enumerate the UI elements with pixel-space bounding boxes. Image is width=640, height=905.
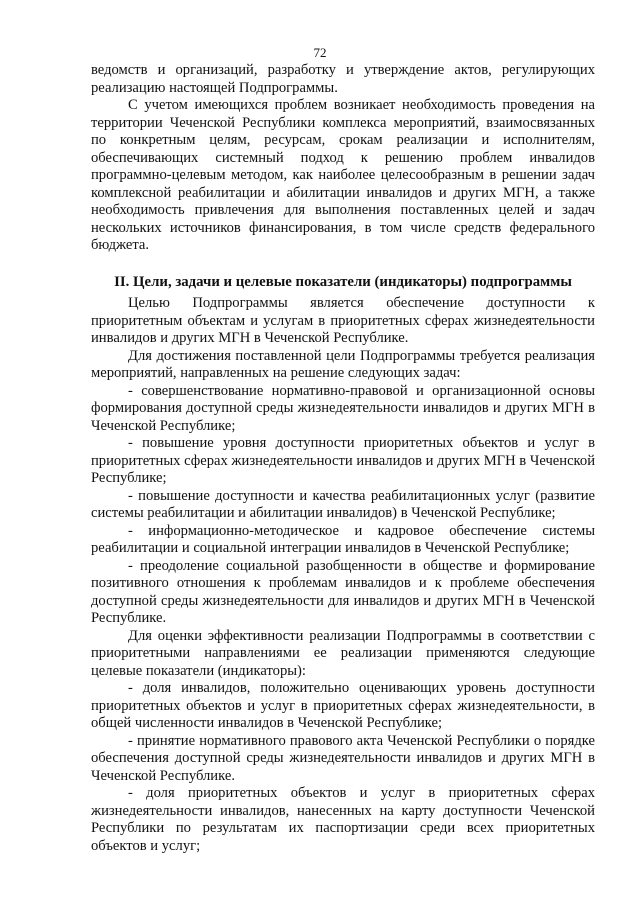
list-item-indicator: - принятие нормативного правового акта Чеченской Республики о порядке обеспечения доступной среды жизнедеятельности инвалидов и других МГН в Чеченской Республике. (91, 732, 595, 784)
list-item-indicator: - доля приоритетных объектов и услуг в приоритетных сферах жизнедеятельности инвалидов, нанесенных на карту доступности Чеченской Республики по результатам их паспортизации среди всех приоритетных объектов и услуг; (91, 785, 595, 854)
list-item-task: - совершенствование нормативно-правовой и организационной основы формирования доступной среды жизнедеятельности инвалидов и других МГН в Чеченской Республике; (91, 382, 595, 434)
list-item-indicator: - доля инвалидов, положительно оценивающих уровень доступности приоритетных объектов и услуг в приоритетных сферах жизнедеятельности, в общей численности инвалидов в Чеченской Республике; (91, 680, 595, 731)
section-heading: II. Цели, задачи и целевые показатели (индикаторы) подпрограммы (114, 273, 572, 290)
paragraph-indicators-intro: Для оценки эффективности реализации Подпрограммы в соответствии с приоритетными направлениями ее реализации применяются следующие целевые показатели (индикаторы): (91, 627, 595, 679)
list-item-task: - повышение уровня доступности приоритетных объектов и услуг в приоритетных сферах жизнедеятельности инвалидов и других МГН в Чеченской Республике; (91, 435, 595, 486)
list-item-task: - повышение доступности и качества реабилитационных услуг (развитие системы реабилитации и абилитации инвалидов) в Чеченской Республике; (91, 487, 595, 521)
page-number: 72 (313, 45, 327, 60)
paragraph: С учетом имеющихся проблем возникает необходимость проведения на территории Чеченской Республики комплекса мероприятий, взаимосвязанных по конкретным целям, ресурсам, срокам реализации и исполнителям, обеспечивающих системный подход к решению проблем инвалидов программно-целевым методом, как наиболее целесообразным в решении задач комплексной реабилитации и абилитации инвалидов и других МГН, а также необходимость привлечения для выполнения поставленных целей и задач нескольких источников финансирования, в том числе средств федерального бюджета. (91, 97, 595, 253)
page-content (91, 62, 595, 855)
paragraph: ведомств и организаций, разработку и утверждение актов, регулирующих реализацию настоящей Подпрограммы. (91, 62, 595, 96)
paragraph-goal: Целью Подпрограммы является обеспечение доступности к приоритетным объектам и услугам в приоритетных сферах жизнедеятельности инвалидов и других МГН в Чеченской Республике. (91, 295, 595, 346)
paragraph-tasks-intro: Для достижения поставленной цели Подпрограммы требуется реализация мероприятий, направленных на решение следующих задач: (91, 347, 595, 381)
list-item-task: - преодоление социальной разобщенности в обществе и формирование позитивного отношения к проблемам инвалидов и к проблеме обеспечения доступной среды жизнедеятельности для инвалидов и других МГН в Чеченской Республике. (91, 557, 595, 626)
list-item-task: - информационно-методическое и кадровое обеспечение системы реабилитации и социальной интеграции инвалидов в Чеченской Республике; (91, 522, 595, 556)
